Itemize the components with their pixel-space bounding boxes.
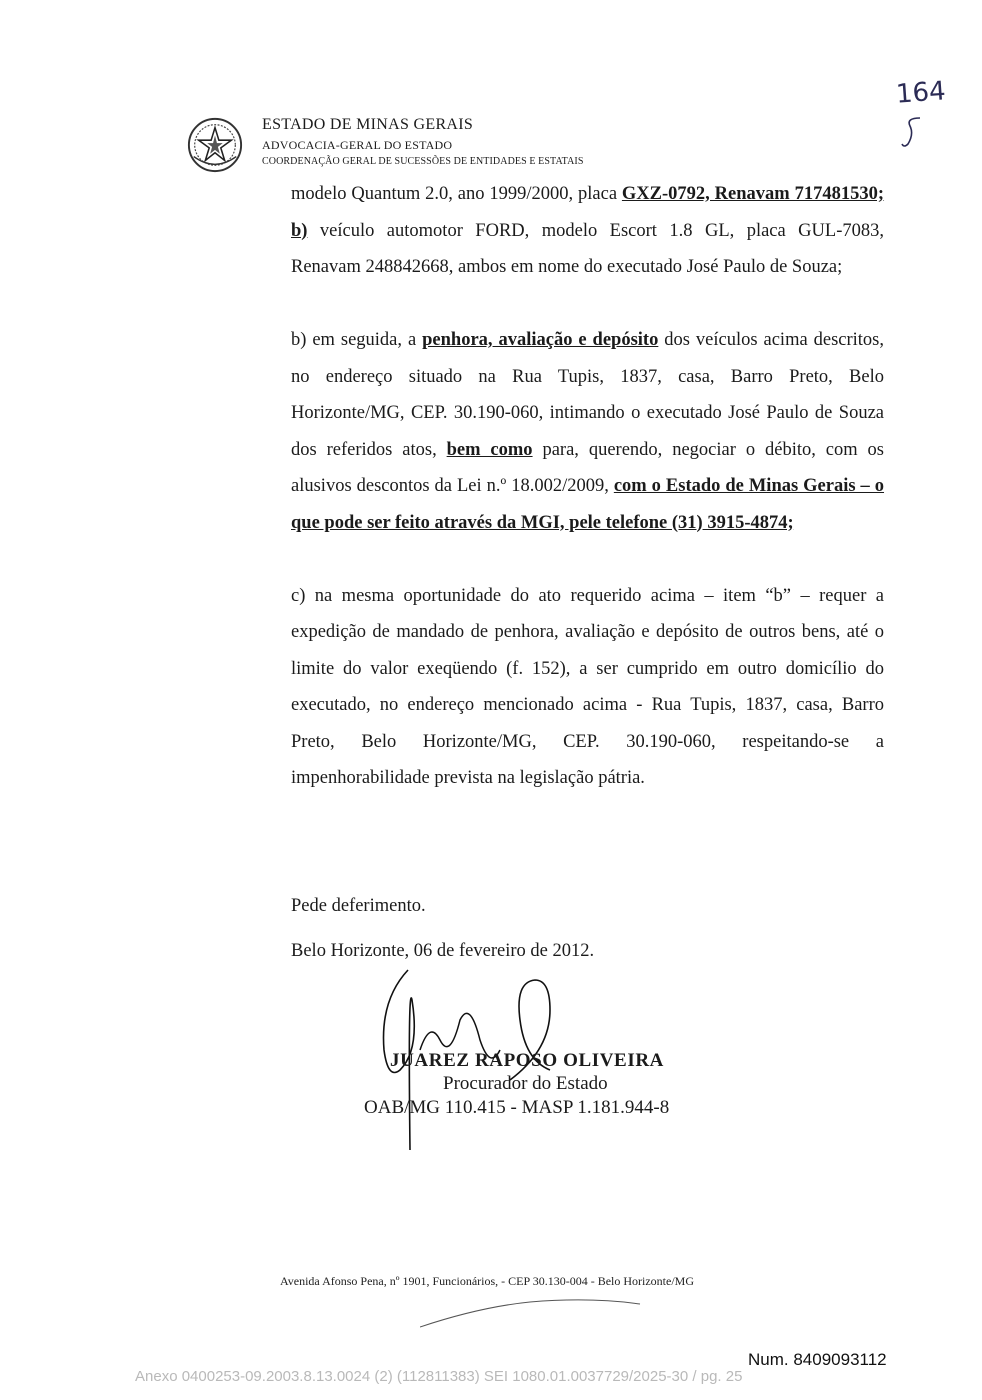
contact-highlight: com o Estado de Minas Gerais – o que pode ser feito através da MGI, pele telefone (31) 3915-4874; bbox=[291, 476, 885, 533]
paragraph-b-seizure: b) em seguida, a penhora, avaliação e depósito dos veículos acima descritos, no endereço situado na Rua Tupis, 1837, casa, Barro Preto, Belo Horizonte/MG, CEP. 30.190-060, intimando o executado José Paulo de Souza dos referidos atos, bem como para, querendo, negociar o débito, com os alusivos descontos da Lei n.º 18.002/2009, com o Estado de Minas Gerais – o que pode ser feito através da MGI, pele telefone (31) 3915-4874; bbox=[291, 330, 885, 533]
document-number: Num. 8409093112 bbox=[748, 1350, 887, 1369]
paragraph-c-other-goods: c) na mesma oportunidade do ato requerido acima – item “b” – requer a expedição de mandado de penhora, avaliação e depósito de outros bens, até o limite do valor exeqüendo (f. 152), a ser cumprido em outro domicílio do executado, no endereço mencionado acima - Rua Tupis, 1837, casa, Barro Preto, Belo Horizonte/MG, CEP. 30.190-060, respeitando-se a impenhorabilidade prevista na legislação pátria. bbox=[291, 585, 884, 788]
closing-request: Pede deferimento. bbox=[291, 896, 426, 916]
signer-name: JUAREZ RAPOSO OLIVEIRA bbox=[390, 1050, 664, 1071]
footer-pen-stroke bbox=[420, 1282, 650, 1332]
document-body bbox=[291, 176, 884, 797]
letterhead-department: COORDENAÇÃO GERAL DE SUCESSÕES DE ENTIDADES E ESTATAIS bbox=[262, 156, 584, 167]
coat-of-arms-icon bbox=[186, 116, 244, 174]
handwritten-page-number: 164 bbox=[895, 76, 947, 110]
footer-address: Avenida Afonso Pena, nº 1901, Funcionários, - CEP 30.130-004 - Belo Horizonte/MG bbox=[280, 1274, 695, 1288]
letterhead-agency: ADVOCACIA-GERAL DO ESTADO bbox=[262, 138, 453, 152]
plate-renavam-highlight: GXZ-0792, Renavam 717481530; bbox=[621, 184, 885, 204]
bem-como-highlight: bem como bbox=[446, 439, 533, 460]
item-b-marker: b) bbox=[291, 220, 308, 241]
seizure-highlight: penhora, avaliação e depósito bbox=[422, 330, 659, 350]
place-and-date: Belo Horizonte, 06 de fevereiro de 2012. bbox=[291, 941, 595, 961]
letterhead-state: ESTADO DE MINAS GERAIS bbox=[262, 116, 474, 133]
signer-role: Procurador do Estado bbox=[443, 1073, 608, 1094]
annex-stamp: Anexo 0400253-09.2003.8.13.0024 (2) (112811383) SEI 1080.01.0037729/2025-30 / pg. 25 bbox=[135, 1368, 743, 1385]
paragraph-vehicles: modelo Quantum 2.0, ano 1999/2000, placa GXZ-0792, Renavam 717481530; b) veículo automotor FORD, modelo Escort 1.8 GL, placa GUL-7083, Renavam 248842668, ambos em nome do executado José Paulo de Souza; bbox=[291, 184, 885, 277]
signer-registration: OAB/MG 110.415 - MASP 1.181.944-8 bbox=[364, 1097, 670, 1118]
handwritten-initial bbox=[898, 114, 928, 150]
